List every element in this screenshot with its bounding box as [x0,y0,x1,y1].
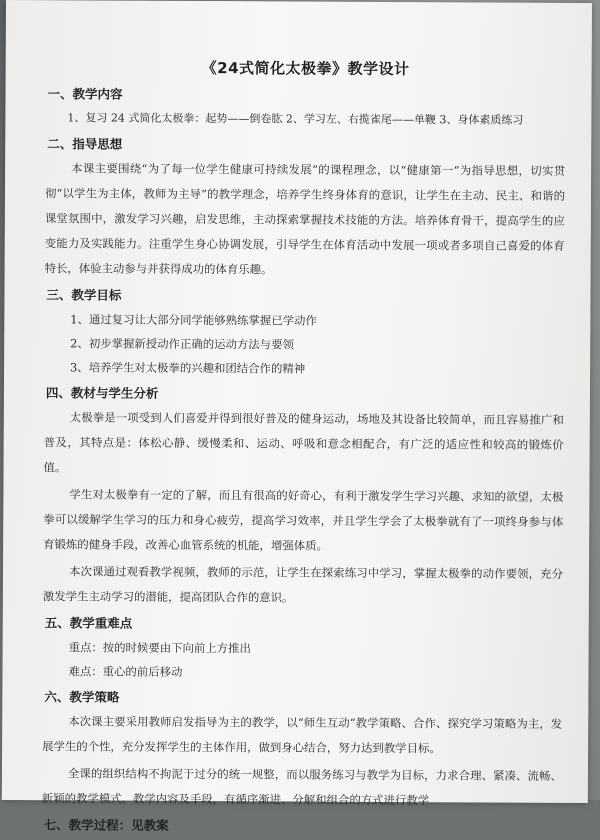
analysis-paragraph: 本次课通过观看教学视频，教师的示范，让学生在探索练习中学习，掌握太极拳的动作要领，充分激发学生主动学习的潜能，提高团队合作的意识。 [42,564,564,605]
section-heading-key-points: 五、教学重难点 [44,615,133,631]
key-point-item: 重点：按的时候要由下向前上方推出 [68,640,251,656]
objective-item: 2、初步掌握新授动作正确的运动方法与要领 [70,336,294,352]
guiding-idea-paragraph: 本课主要围绕“为了每一位学生健康可持续发展”的课程理念，以“健康第一”为指导思想，切实贯彻“以学生为主体，教师为主导”的教学理念，培养学生终身体育的意识，让学生在主动、民主、和谐的课堂氛围中，激发学习兴趣，启发思维，主动探索掌握技术技能的方法。培养体育骨干，提高学生的应变能力及实践能力。注重学生身心协调发展，引导学生在体育活动中发展一项或者多项自己喜爱的体育特长，体验主动参与并获得成功的体育乐趣。 [44,161,566,277]
document-body [42,56,566,840]
objective-item: 1、通过复习让大部分同学能够熟练掌握已学动作 [70,312,317,328]
section-heading-analysis: 四、教材与学生分析 [45,385,159,401]
paper-sheet [2,0,592,833]
analysis-paragraph: 太极拳是一项受到人们喜爱并得到很好普及的健身运动，场地及其设备比较简单，而且容易推广和普及，其特点是：体松心静、缓慢柔和、运动、呼吸和意念相配合，有广泛的适应性和较高的锻炼价值。 [43,410,564,475]
objective-item: 3、培养学生对太极拳的兴趣和团结合作的精神 [70,360,306,376]
document-title: 《24式简化太极拳》教学设计 [201,59,410,79]
section-heading-content: 一、教学内容 [47,86,123,102]
section-heading-objectives: 三、教学目标 [46,287,122,303]
content-item: 1、复习 24 式简化太极拳：起势——倒卷肱 2、学习左、右揽雀尾——单鞭 3、身体素质练习 [67,111,524,127]
key-point-item: 难点：重心的前后移动 [68,664,183,679]
strategy-paragraph: 本次课主要采用教师启发指导为主的教学，以“师生互动”教学策略、合作、探究学习策略为主，发展学生的个性，充分发挥学生的主体作用，做到身心结合，努力达到教学目标。 [42,714,563,756]
strategy-paragraph: 全课的组织结构不拘泥于过分的统一规整，而以服务练习与教学为目标，力求合理、紧凑、流畅、新颖的教学模式。教学内容及手段，有循序渐进、分解和组合的方式进行教学 [41,766,562,808]
section-heading-process: 七、教学过程：见教案 [43,817,169,833]
section-heading-guiding-idea: 二、指导思想 [47,136,123,152]
analysis-paragraph: 学生对太极拳有一定的了解，而且有很高的好奇心，有利于激发学生学习兴趣、求知的欲望，太极拳可以缓解学生学习的压力和身心疲劳，提高学习效率，并且学生学会了太极拳就有了一项终身参与体育锻炼的健身手段，改善心血管系统的机能，增强体质。 [43,487,564,553]
section-heading-strategy: 六、教学策略 [44,689,120,705]
